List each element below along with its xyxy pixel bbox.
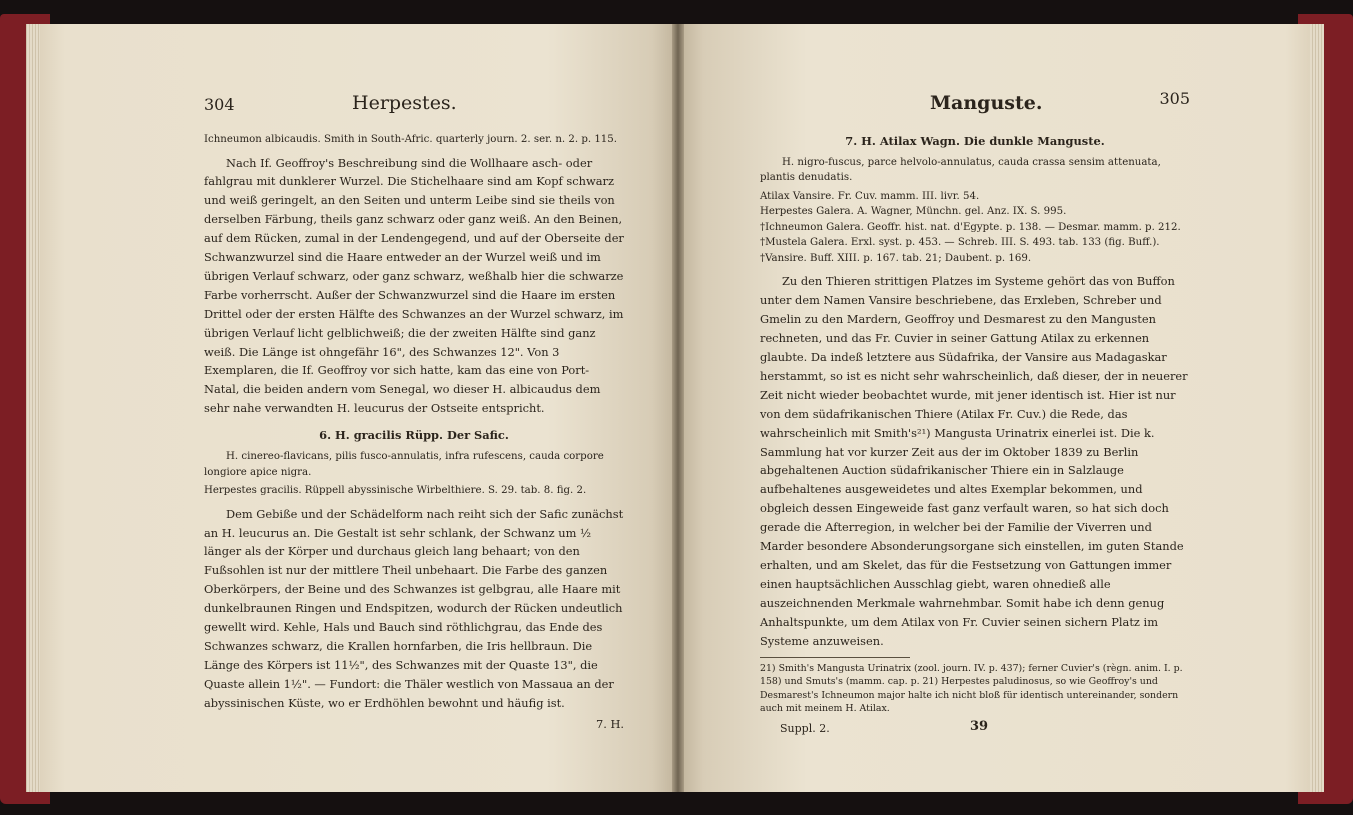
catchword: 7. H. [595,716,624,731]
right-running-head [760,89,1190,132]
paragraph: Dem Gebiße und der Schädelform nach reiht sich der Safic zunächst an H. leucurus an. Die Gestalt ist sehr schlank, der Schwanz um ½ länger als der Körper und durchaus gleich lang behaart; von den Fußsohlen ist nur der mittlere Theil unbehaart. Die Farbe des ganzen Oberkörpers, der Beine und des Schwanzes ist gelbgrau, alle Haare mit dunkelbraunen Ringen und Endspitzen, wodurch der Rücken undeutlich gewellt wird. Kehle, Hals und Bauch sind röthlichgrau, das Ende des Schwanzes schwarz, die Krallen hornfarben, die Iris hellbraun. Die Länge des Körpers ist 11½", des Schwanzes mit der Quaste 13", die Quaste allein 1½". — Fundort: die Thäler westlich von Massaua an der abyssinischen Küste, wo er Erdhöhlen bewohnt und häufig ist. [204,506,624,710]
footnote: 21) Smith's Mangusta Urinatrix (zool. journ. IV. p. 437); ferner Cuvier's (règn. anim. I. p. 158) und Smuts's (mamm. cap. p. 21) Herpestes paludinosus, so wie Geoffroy's und Desmarest's Ichneumon major halte ich nicht bloß für identisch untereinander, sondern auch mit meinem H. Atilax. [760,662,1183,715]
paragraph: Nach If. Geoffroy's Beschreibung sind die Wollhaare asch- oder fahlgrau mit dunklerer Wurzel. Die Stichelhaare sind am Kopf schwarz und weiß geringelt, an den Seiten und unterm Leibe sind sie theils von derselben Färbung, theils ganz schwarz oder ganz weiß. An den Beinen, auf dem Rücken, zumal in der Lendengegend, und auf der Oberseite der Schwanzwurzel sind die Haare entweder an der Wurzel weiß und im übrigen Verlauf schwarz, oder ganz schwarz, weßhalb hier die schwarze Farbe vorherrscht. Außer der Schwanzwurzel sind die Haare im ersten Drittel oder der ersten Hälfte des Schwanzes an der Wurzel schwarz, im übrigen Verlauf licht gelblichweiß; die der zweiten Hälfte sind ganz weiß. Die Länge ist ohngefähr 16", des Schwanzes 12". Von 3 Exemplaren, die If. Geoffroy vor sich hatte, kam das eine von Port-Natal, die beiden andern vom Senegal, wo dieser H. albicaudus dem sehr nahe verwandten H. leucurus der Ostseite entspricht. [204,155,624,416]
synonym: †Vansire. Buff. XIII. p. 167. tab. 21; Daubent. p. 169. [760,252,1032,264]
leaf-number: 39 [970,718,989,734]
left-running-head [204,92,624,132]
page-number: 305 [1159,89,1190,108]
paragraph: Zu den Thieren strittigen Platzes im Systeme gehört das von Buffon unter dem Namen Vansire beschriebene, das Erxleben, Schreber und Gmelin zu den Mardern, Geoffroy und Desmarest zu den Mangusten rechneten, und das Fr. Cuvier in seiner Gattung Atilax zu erkennen glaubte. Da indeß letztere aus Südafrika, der Vansire aus Madagaskar herstammt, so ist es nicht sehr wahrscheinlich, daß dieser, der in neuerer Zeit nicht wieder beobachtet wurde, mit jener identisch ist. Hier ist nur von dem südafrikanischen Thiere (Atilax Fr. Cuv.) die Rede, das wahrscheinlich mit Smith's²¹) Mangusta Urinatrix einerlei ist. Die k. Sammlung hat vor kurzer Zeit aus der im Oktober 1839 zu Berlin abgehaltenen Auction südafrikanischer Thiere ein in Salzlauge aufbehaltenes ausgeweidetes und altes Exemplar bekommen, und obgleich dessen Eingeweide fast ganz verfault waren, so hat sich doch gerade die Afterregion, in welcher bei der Familie der Viverren und Marder besondere Absonderungsorgane sich einstellen, im guten Stande erhalten, und am Skelet, das für die Festsetzung von Gattungen immer einen hauptsächlichen Ausschlag giebt, waren ohnedieß alle auszeichnenden Merkmale wahrnehmbar. Somit habe ich denn genug Anhaltspunkte, um dem Atilax von Fr. Cuvier seinen sichern Platz im Systeme anzuweisen. [760,274,1188,648]
species-heading: 6. H. gracilis Rüpp. Der Safic. [319,428,509,443]
right-page-edges [1310,24,1324,792]
footnote-rule [760,657,910,658]
book-gutter [672,24,684,792]
page-title: Manguste. [930,92,1043,114]
left-page-text [204,92,624,733]
page-footer [760,720,1190,738]
signature-mark: Suppl. 2. [780,721,830,735]
page-title: Herpestes. [352,92,457,114]
page-number: 304 [204,95,235,114]
right-page-text [760,89,1190,738]
citation: Ichneumon albicaudis. Smith in South-Afric. quarterly journ. 2. ser. n. 2. p. 115. [204,134,618,145]
synonym: Atilax Vansire. Fr. Cuv. mamm. III. livr. 54. [760,190,980,202]
species-heading: 7. H. Atilax Wagn. Die dunkle Manguste. [845,134,1105,148]
diagnosis: H. cinereo-flavicans, pilis fusco-annulatis, infra rufescens, cauda corpore longiore apice nigra. [204,451,604,478]
synonym: Herpestes Galera. A. Wagner, Münchn. gel. Anz. IX. S. 995. [760,206,1067,218]
synonym: †Ichneumon Galera. Geoffr. hist. nat. d'Egypte. p. 138. — Desmar. mamm. p. 212. [760,221,1181,233]
left-page-edges [26,24,40,792]
diagnosis: H. nigro-fuscus, parce helvolo-annulatus, cauda crassa sensim attenuata, plantis denudatis. [760,156,1161,184]
synonym: Herpestes gracilis. Rüppell abyssinische Wirbelthiere. S. 29. tab. 8. fig. 2. [204,485,587,497]
synonym: †Mustela Galera. Erxl. syst. p. 453. — Schreb. III. S. 493. tab. 133 (fig. Buff.). [760,237,1160,249]
synonym-list [760,189,1190,267]
